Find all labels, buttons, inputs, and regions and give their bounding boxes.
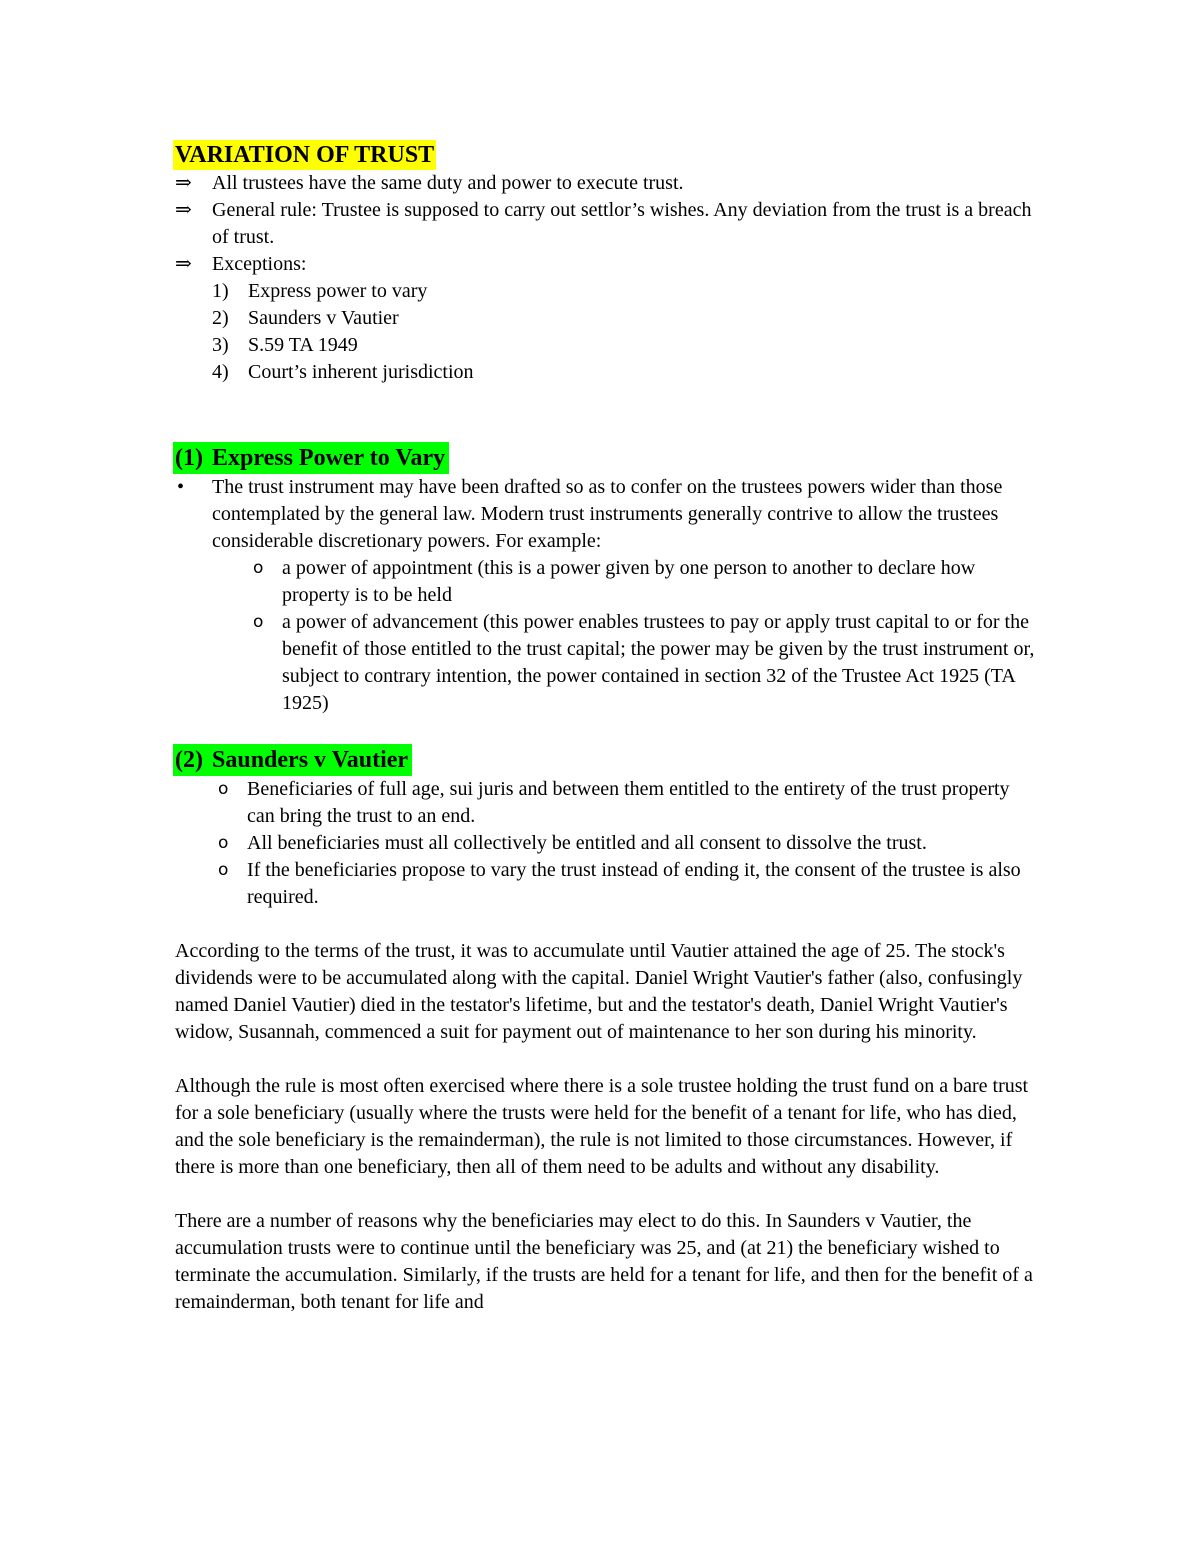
list-item: • The trust instrument may have been drafted so as to confer on the trustees powers wider than those contemplated by the general law. Modern trust instruments generally contrive to allow the trustees considerable discretionary powers. For example: [177,476,1003,552]
intro-list [175,170,1035,278]
circle-bullet-icon: o [218,860,229,880]
paragraph: According to the terms of the trust, it was to accumulate until Vautier attained the age of 25. The stock's dividends were to be accumulated along with the capital. Daniel Wright Vautier's father (also, confusingly named Daniel Vautier) died in the testator's lifetime, but and the testator's death, Daniel Wright Vautier's widow, Susannah, commenced a suit for payment out of maintenance to her son during his minority. [175,940,1023,1043]
arrow-icon: ⇒ [175,172,192,194]
section2-list [175,776,1035,911]
list-item: o If the beneficiaries propose to vary the trust instead of ending it, the consent of the trustee is also required. [218,859,1021,908]
list-item: o All beneficiaries must all collectively be entitled and all consent to dissolve the trust. [210,830,1035,857]
circle-bullet-icon: o [218,779,229,799]
list-item: o a power of advancement (this power enables trustees to pay or apply trust capital to or for the benefit of those entitled to the trust capital; the power may be given by the trust instrument or, subject to contrary intention, the power contained in section 32 of the Trustee Act 1925 (TA 1925) [253,611,1035,714]
arrow-icon: ⇒ [175,199,192,221]
section1-list [175,474,1035,555]
section-heading-saunders: (2) Saunders v Vautier [173,744,412,776]
list-item: 4) Court’s inherent jurisdiction [212,361,474,383]
circle-bullet-icon: o [218,833,229,853]
circle-bullet-icon: o [253,612,264,632]
section1-sublist [175,555,1035,717]
arrow-icon: ⇒ [175,253,192,275]
paragraph: There are a number of reasons why the beneficiaries may elect to do this. In Saunders v Vautier, the accumulation trusts were to continue until the beneficiary was 25, and (at 21) the beneficiary wished to terminate the accumulation. Similarly, if the trusts are held for a tenant for life, and then for the benefit of a remainderman, both tenant for life and [175,1210,1033,1313]
section-heading-express-power: (1) Express Power to Vary [173,442,449,474]
list-item: ⇒ General rule: Trustee is supposed to carry out settlor’s wishes. Any deviation from the trust is a breach of trust. [175,199,1032,248]
list-item: o Beneficiaries of full age, sui juris and between them entitled to the entirety of the trust property can bring the trust to an end. [218,778,1010,827]
list-item: 3) S.59 TA 1949 [212,334,358,356]
list-item: ⇒ All trustees have the same duty and power to execute trust. [175,170,1035,197]
list-item: o a power of appointment (this is a power given by one person to another to declare how property is to be held [253,557,976,606]
list-item: 2) Saunders v Vautier [212,307,399,329]
page-title: VARIATION OF TRUST [175,142,435,168]
list-item: 1) Express power to vary [212,280,428,302]
exceptions-list [175,278,1035,386]
bullet-icon: • [177,476,185,498]
paragraph: Although the rule is most often exercised where there is a sole trustee holding the trust fund on a bare trust for a sole beneficiary (usually where the trusts were held for the benefit of a tenant for life, who has died, and the sole beneficiary is the remainderman), the rule is not limited to those circumstances. However, if there is more than one beneficiary, then all of them need to be adults and without any disability. [175,1075,1029,1178]
document-body [175,140,1035,1316]
list-item: ⇒ Exceptions: [175,251,1035,278]
circle-bullet-icon: o [253,558,264,578]
